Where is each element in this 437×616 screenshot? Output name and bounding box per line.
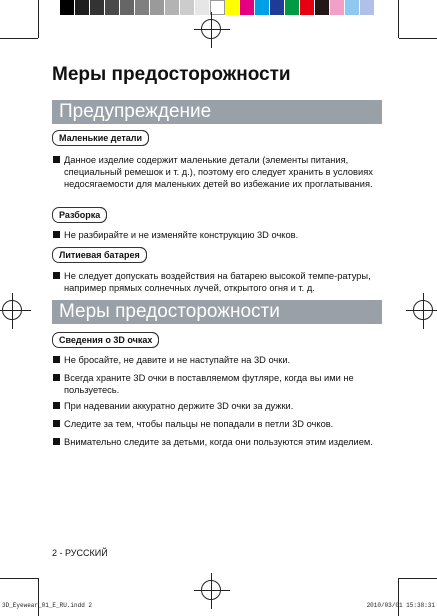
color-swatch [75,0,90,15]
file-slug: 3D_Eyewear_01_E_RU.indd 2 [2,602,93,609]
subheading-disassembly: Разборка [52,207,107,223]
color-swatch [180,0,195,15]
subheading-small-parts: Маленькие детали [52,130,149,146]
color-swatch [240,0,255,15]
registration-mark-icon [2,300,22,320]
color-swatch [210,0,225,15]
bullet-square-icon [53,438,60,445]
page-title: Меры предосторожности [52,64,291,85]
color-swatch [105,0,120,15]
page-footer: 2 - РУССКИЙ [52,548,108,558]
color-swatch [330,0,345,15]
color-swatch [120,0,135,15]
timestamp-slug: 2010/03/01 15:38:31 [366,602,435,609]
bullet-square-icon [53,356,60,363]
subheading-lithium-battery: Литиевая батарея [52,247,147,263]
list-item: Не бросайте, не давите и не наступайте на 3D очки. [53,354,383,366]
color-swatch [165,0,180,15]
crop-mark [398,0,399,38]
color-swatch [360,0,375,15]
bullet-square-icon [53,402,60,409]
color-swatch [300,0,315,15]
list-item: Не следует допускать воздействия на батарею высокой темпе-ратуры, например прямых солнечных лучей, открытого огня и т. д. [53,270,383,294]
registration-mark-icon [201,580,221,600]
crop-mark [399,38,437,39]
color-swatch [225,0,240,15]
crop-mark [399,578,437,579]
color-swatch [345,0,360,15]
crop-mark [38,578,39,616]
color-swatch [90,0,105,15]
bullet-square-icon [53,420,60,427]
section-heading-warning: Предупреждение [52,100,382,124]
crop-mark [398,578,399,616]
color-calibration-bar [60,0,375,15]
color-swatch [270,0,285,15]
list-item: Всегда храните 3D очки в поставляемом футляре, когда вы ими не пользуетесь. [53,372,383,396]
color-swatch [315,0,330,15]
color-swatch [285,0,300,15]
bullet-square-icon [53,272,60,279]
crop-mark [0,38,38,39]
list-item: Следите за тем, чтобы пальцы не попадали в петли 3D очков. [53,418,383,430]
crop-mark [0,578,38,579]
subheading-3d-glasses-info: Сведения о 3D очках [52,332,159,348]
color-swatch [255,0,270,15]
color-swatch [195,0,210,15]
color-swatch [150,0,165,15]
registration-mark-icon [201,19,221,39]
list-item: Внимательно следите за детьми, когда они пользуются этим изделием. [53,436,383,448]
color-swatch [135,0,150,15]
section-heading-precautions: Меры предосторожности [52,300,382,324]
list-item: При надевании аккуратно держите 3D очки за дужки. [53,400,383,412]
crop-mark [38,0,39,38]
color-swatch [60,0,75,15]
bullet-square-icon [53,374,60,381]
bullet-square-icon [53,156,60,163]
list-item: Не разбирайте и не изменяйте конструкцию 3D очков. [53,229,383,241]
list-item: Данное изделие содержит маленькие детали (элементы питания, специальный ремешок и т. д.), поэтому его следует хранить в условиях недосягаемости для маленьких детей во избежание их проглатывания. [53,154,383,190]
registration-mark-icon [413,300,433,320]
bullet-square-icon [53,231,60,238]
